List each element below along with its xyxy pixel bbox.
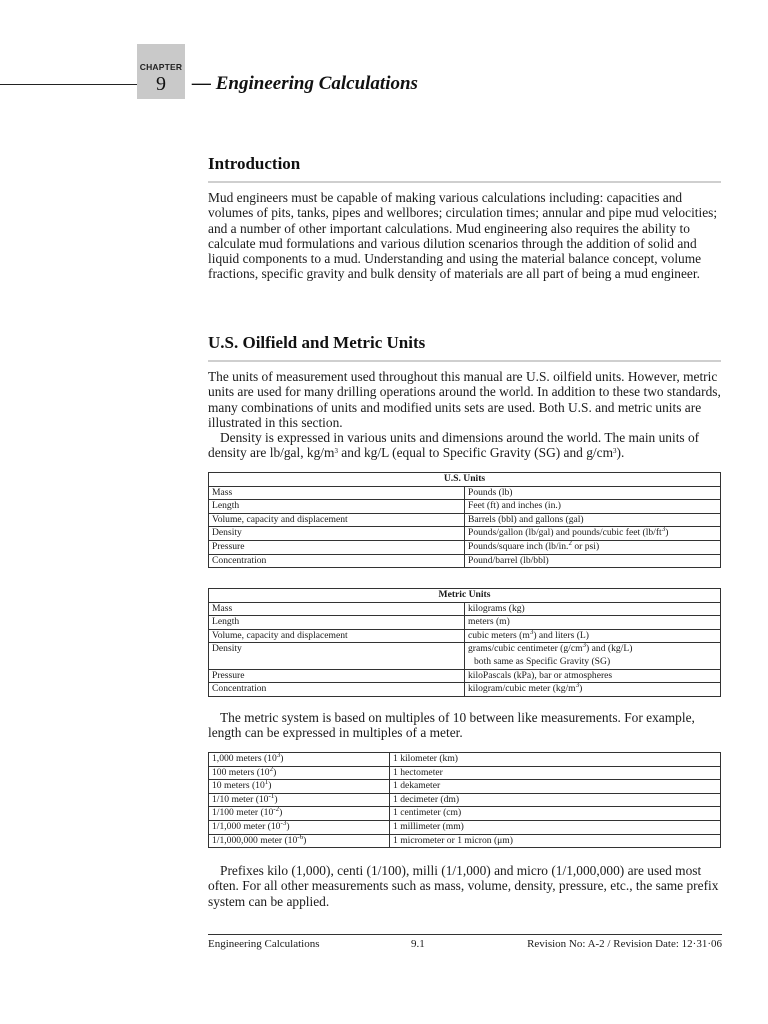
units-paragraph-2: Density is expressed in various units and dimensions around the world. The main units of density are lb/gal, $kg/m^3$ and kg/L (equal to Specific Gravity (SG) and $g/cm^3$). — [208, 430, 700, 461]
chapter-number: 9 — [156, 73, 166, 95]
table-row: 1,000 meters $(10^3)$ 1 kilometer (km) — [209, 753, 721, 767]
table-row: Mass Pounds (lb) — [209, 486, 721, 500]
introduction-heading: Introduction — [208, 154, 721, 183]
header-rule — [0, 84, 137, 85]
table-row: Length meters (m) — [209, 616, 721, 630]
table-row: 1/1,000,000 meter $(10^{-6})$ 1 micrometer or 1 micron (μm) — [209, 834, 721, 848]
table-row: Volume, capacity and displacement cubic meters $(m^3)$ and liters (L) — [209, 629, 721, 643]
table-row: Mass kilograms (kg) — [209, 602, 721, 616]
table-row: Concentration kilogram/cubic meter $(kg/m^3)$ — [209, 683, 721, 697]
table-title-row — [209, 473, 721, 487]
table-row: Concentration Pound/barrel (lb/bbl) — [209, 554, 721, 568]
chapter-title: — Engineering Calculations — [192, 73, 418, 94]
chapter-label: CHAPTER — [139, 62, 183, 72]
introduction-paragraph — [208, 190, 721, 282]
metric-system-text: The metric system is based on multiples of 10 between like measurements. For example, length can be expressed in multiples of a meter. — [208, 710, 695, 741]
table-row: 100 meters $(10^2)$ 1 hectometer — [209, 766, 721, 780]
metric-prefix-table — [208, 752, 721, 848]
table-row: Volume, capacity and displacement Barrels (bbl) and gallons (gal) — [209, 513, 721, 527]
introduction-text: Mud engineers must be capable of making various calculations including: capacities and volumes of pits, tanks, pipes and wellbores; circulation times; annular and pipe mud velocities; and a number of other important calculations. Mud engineering also requires the ability to calculate mud formulations and various dilution scenarios through the addition of solid and liquid components to a mud. Understanding and using the material balance concept, volume fractions, specific gravity and bulk density of materials are all part of being a mud engineer. — [208, 190, 718, 282]
table-row: 1/1,000 meter $(10^{-3})$ 1 millimeter (mm) — [209, 820, 721, 834]
us-units-title: U.S. Units — [209, 473, 721, 487]
page-number: 9.1 — [411, 938, 425, 950]
units-heading: U.S. Oilfield and Metric Units — [208, 333, 721, 362]
table-row: Length Feet (ft) and inches (in.) — [209, 500, 721, 514]
table-row: 1/100 meter $(10^{-2})$ 1 centimeter (cm) — [209, 807, 721, 821]
units-paragraph-1: The units of measurement used throughout this manual are U.S. oilfield units. However, metric units are used for many drilling operations around the world. In addition to these two standards, many combinations of units and modified units sets are used. Both U.S. and metric units are illustrated in this section. — [208, 369, 721, 430]
units-paragraph — [208, 369, 721, 461]
table-row: Density Pounds/gallon (lb/gal) and pounds/cubic feet $(lb/ft^3)$ — [209, 527, 721, 541]
table-row: Pressure Pounds/square inch (lb/in.$^2$ or psi) — [209, 540, 721, 554]
footer-rule — [208, 934, 722, 935]
metric-units-table — [208, 588, 721, 697]
table-row: Pressure kiloPascals (kPa), bar or atmospheres — [209, 669, 721, 683]
prefix-text: Prefixes kilo (1,000), centi (1/100), milli (1/1,000) and micro (1/1,000,000) are used most often. For all other measurements such as mass, volume, density, pressure, etc., the same prefix system can be applied. — [208, 863, 719, 909]
table-title-row — [209, 589, 721, 603]
metric-system-paragraph — [208, 710, 721, 741]
prefix-paragraph — [208, 863, 721, 909]
metric-units-title: Metric Units — [209, 589, 721, 603]
footer-chapter-title: Engineering Calculations — [208, 938, 320, 950]
chapter-tab — [137, 44, 185, 99]
table-row: 10 meters $(10^1)$ 1 dekameter — [209, 780, 721, 794]
us-units-table — [208, 472, 721, 568]
table-row: Density grams/cubic centimeter $(g/cm^3)$ and (kg/L) both same as Specific Gravity (SG) — [209, 643, 721, 669]
table-row: 1/10 meter $(10^{-1})$ 1 decimeter (dm) — [209, 793, 721, 807]
revision-info: Revision No: A-2 / Revision Date: 12·31·06 — [527, 938, 722, 950]
